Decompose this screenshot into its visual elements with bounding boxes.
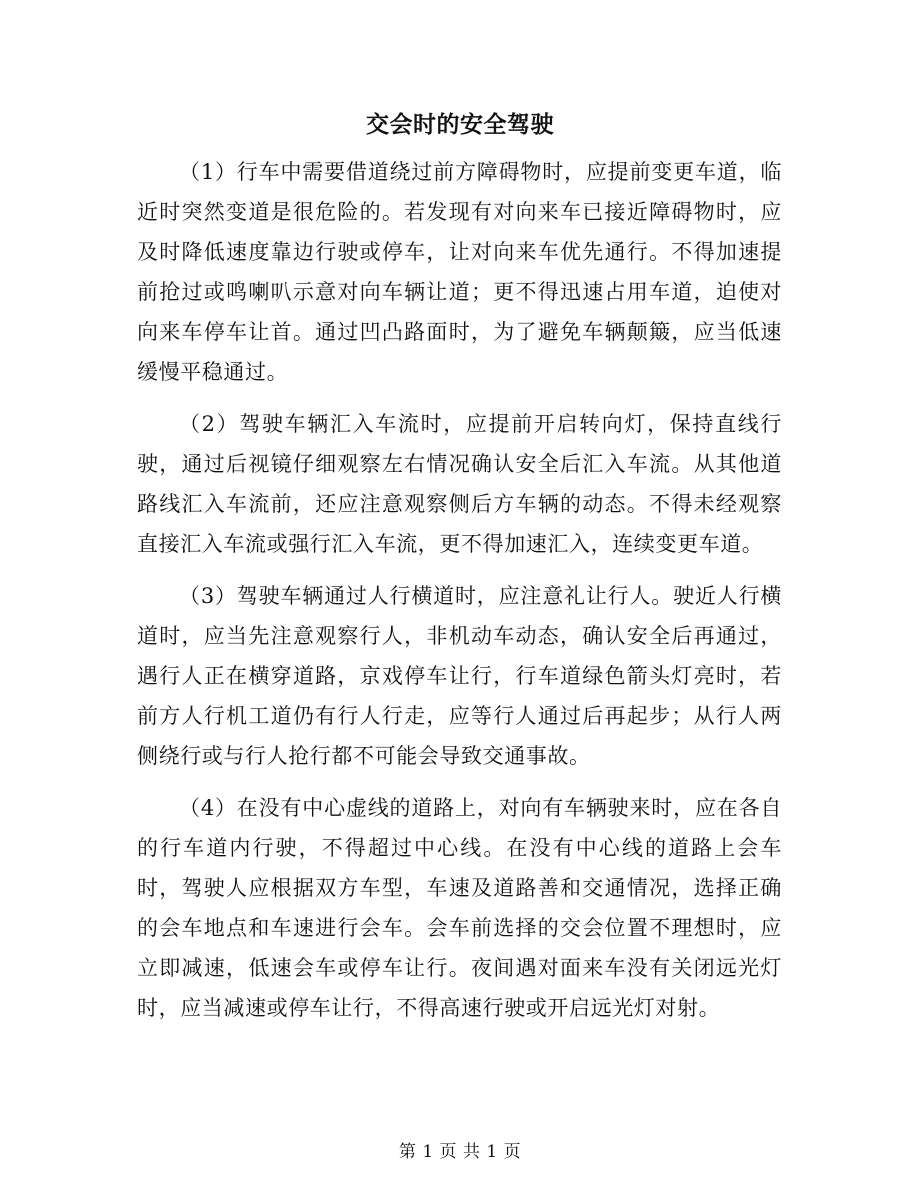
paragraph-2: （2）驾驶车辆汇入车流时，应提前开启转向灯，保持直线行驶，通过后视镜仔细观察左右情况确认安全后汇入车流。从其他道路线汇入车流前，还应注意观察侧后方车辆的动态。不得未经观察直接汇入车流或强行汇入车流，更不得加速汇入，连续变更车道。: [137, 412, 782, 556]
page-number-footer: 第 1 页 共 1 页: [398, 1142, 522, 1162]
page-title: 交会时的安全驾驶: [366, 111, 554, 138]
paragraph-1: （1）行车中需要借道绕过前方障碍物时，应提前变更车道，临近时突然变道是很危险的。若发现有对向来车已接近障碍物时，应及时降低速度靠边行驶或停车，让对向来车优先通行。不得加速提前抢过或鸣喇叭示意对向车辆让道；更不得迅速占用车道，迫使对向来车停车让首。通过凹凸路面时，为了避免车辆颠簸，应当低速缓慢平稳通过。: [137, 160, 782, 384]
paragraph-3: （3）驾驶车辆通过人行横道时，应注意礼让行人。驶近人行横道时，应当先注意观察行人，非机动车动态，确认安全后再通过，遇行人正在横穿道路，京戏停车让行，行车道绿色箭头灯亮时，若前方人行机工道仍有行人行走，应等行人通过后再起步；从行人两侧绕行或与行人抢行都不可能会导致交通事故。: [137, 584, 782, 768]
document-body: [137, 152, 782, 1040]
paragraph-4: （4）在没有中心虚线的道路上，对向有车辆驶来时，应在各自的行车道内行驶，不得超过中心线。在没有中心线的道路上会车时，驾驶人应根据双方车型，车速及道路善和交通情况，选择正确的会车地点和车速进行会车。会车前选择的交会位置不理想时，应立即减速，低速会车或停车让行。夜间遇对面来车没有关闭远光灯时，应当减速或停车让行，不得高速行驶或开启远光灯对射。: [137, 796, 782, 1020]
